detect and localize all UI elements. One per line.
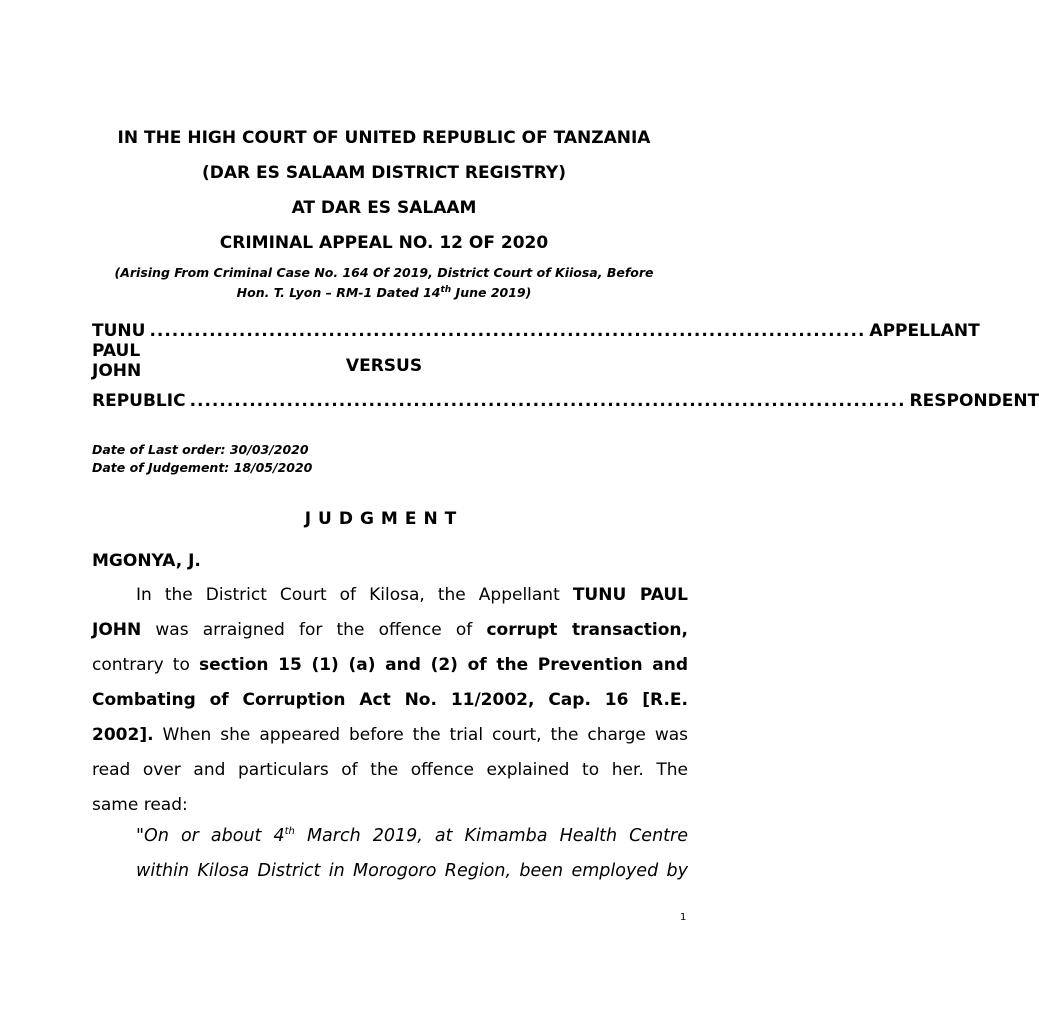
paragraph-line-4: Combating of Corruption Act No. 11/2002, Cap. 16 [R.E.: [92, 690, 688, 710]
text-run: March 2019, at Kimamba Health Centre: [294, 826, 688, 846]
judgment-heading: JUDGMENT: [304, 509, 464, 529]
respondent-line: [92, 391, 1039, 411]
registry-title: (DAR ES SALAAM DISTRICT REGISTRY): [202, 163, 566, 183]
appeal-number: CRIMINAL APPEAL NO. 12 OF 2020: [219, 233, 549, 253]
text-run: "On or about 4: [136, 826, 285, 846]
paragraph-line-6: read over and particulars of the offence explained to her. The: [92, 760, 688, 780]
page-number: 1: [680, 912, 687, 923]
arising-line-1: (Arising From Criminal Case No. 164 Of 2019, District Court of Kiiosa, Before: [114, 265, 654, 280]
paragraph-line-5: [92, 725, 688, 745]
text-run: contrary to: [92, 655, 200, 675]
arising-line-2-text: Hon. T. Lyon – RM-1 Dated 14: [236, 285, 441, 301]
court-title: IN THE HIGH COURT OF UNITED REPUBLIC OF TANZANIA: [117, 128, 651, 148]
leader-dots: ................................................................................................: [189, 391, 906, 411]
date-judgement: Date of Judgement: 18/05/2020: [92, 460, 313, 475]
date-last-order: Date of Last order: 30/03/2020: [92, 442, 309, 457]
appellant-name: TUNU PAUL JOHN: [92, 321, 146, 381]
appellant-name-bold: TUNU PAUL: [572, 585, 688, 605]
statute-bold: 2002].: [92, 725, 154, 745]
text-run: was arraigned for the offence of: [141, 620, 487, 640]
appellant-role: APPELLANT: [869, 321, 980, 341]
text-run: In the District Court of Kilosa, the Appellant: [136, 585, 573, 605]
paragraph-line-1: [136, 585, 688, 605]
arising-line-2: [0, 285, 768, 300]
quote-line-2: within Kilosa District in Morogoro Region, been employed by: [136, 861, 688, 881]
location-title: AT DAR ES SALAAM: [291, 198, 477, 218]
statute-bold: section 15 (1) (a) and (2) of the Prevention and: [199, 655, 688, 675]
superscript: th: [284, 826, 295, 838]
offence-bold: corrupt transaction,: [486, 620, 688, 640]
paragraph-line-3: [92, 655, 688, 675]
paragraph-line-2: [92, 620, 688, 640]
respondent-name: REPUBLIC: [92, 391, 186, 411]
versus-label: VERSUS: [345, 356, 423, 376]
judge-name: MGONYA, J.: [92, 551, 201, 571]
paragraph-line-7: same read:: [92, 795, 188, 815]
appellant-name-bold: JOHN: [92, 620, 142, 640]
quote-line-1: [136, 826, 688, 846]
respondent-role: RESPONDENT: [909, 391, 1039, 411]
arising-superscript: th: [440, 285, 452, 295]
text-run: When she appeared before the trial court, the charge was: [153, 725, 688, 745]
leader-dots: ................................................................................................: [149, 321, 866, 341]
arising-line-2-end: June 2019): [451, 285, 532, 301]
